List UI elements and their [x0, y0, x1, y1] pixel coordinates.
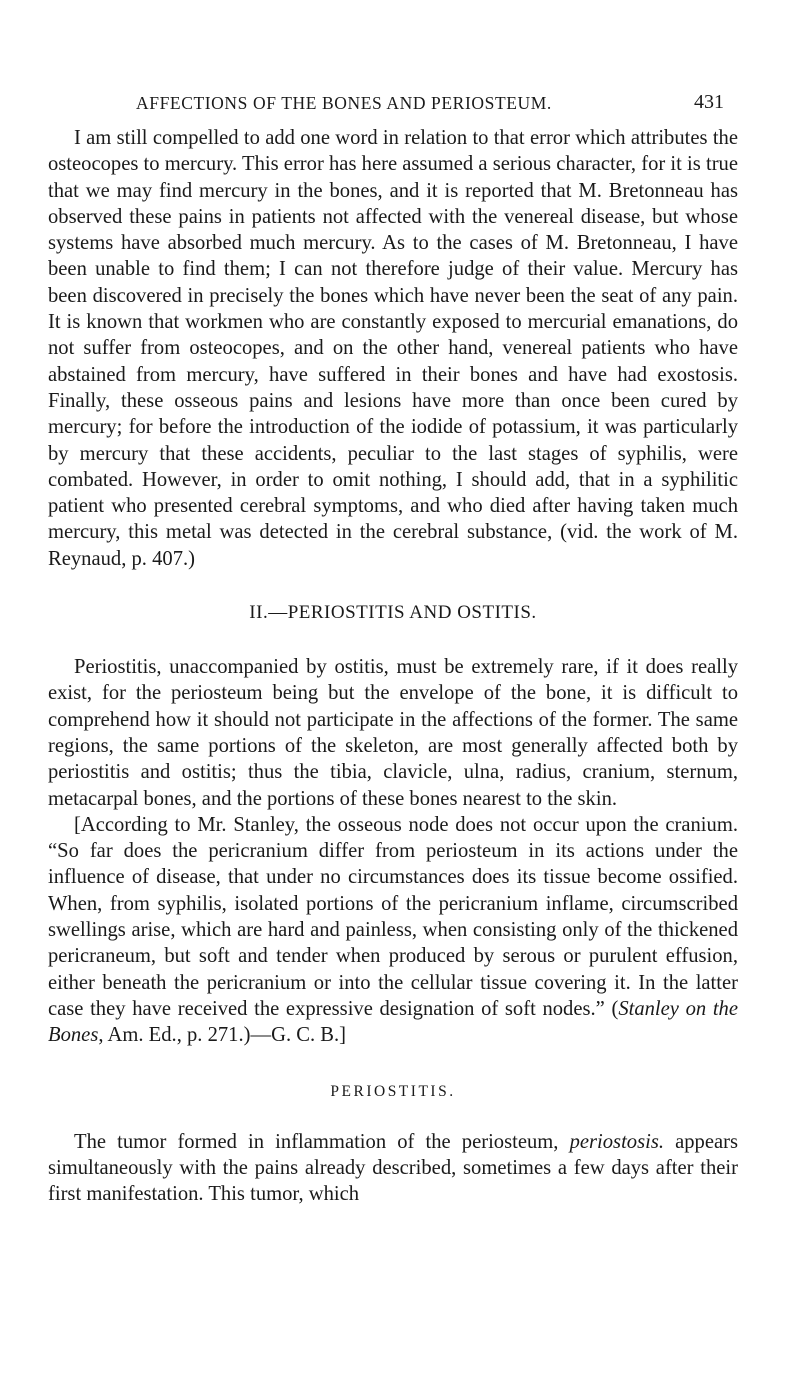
stanley-note-text: [According to Mr. Stanley, the osseous node does not occur upon the cranium. “So far does the pericranium differ from periosteum in its actions under the influence of disease, that under no circumstances does its tissue become ossified. When, from syphilis, isolated portions of the pericranium inflame, circumscribed swellings arise, which are hard and painless, when consisting only of the thickened pericraneum, but soft and tender when produced by serous or purulent effusion, either beneath the pericranium or into the cellular tissue covering it. In the latter case they have received the expressive designation of soft nodes.” ( [48, 813, 738, 1020]
running-title: AFFECTIONS OF THE BONES AND PERIOSTEUM. [136, 93, 552, 113]
paragraph-mercury-error: I am still compelled to add one word in relation to that error which attributes the osteocopes to mercury. This error has here assumed a serious character, for it is true that we may find mercury in the bones, and it is reported that M. Bretonneau has observed these pains in patients not affected with the venereal disease, but whose systems have absorbed much mercury. As to the cases of M. Bretonneau, I have been unable to find them; I can not therefore judge of their value. Mercury has been discovered in precisely the bones which have never been the seat of any pain. It is known that workmen who are constantly exposed to mercurial emanations, do not suffer from osteocopes, and on the other hand, venereal patients who have abstained from mercury, have suffered in their bones and have had exostosis. Finally, these osseous pains and lesions have more than once been cured by mercury; for before the introduction of the iodide of potassium, it was particularly by mercury that these accidents, peculiar to the last stages of syphilis, were combated. However, in order to omit nothing, I should add, that in a syphilitic patient who presented cerebral symptoms, and who died after having taken much mercury, this metal was detected in the cerebral substance, (vid. the work of M. Reynaud, p. 407.) [48, 127, 738, 570]
page-number: 431 [694, 91, 724, 113]
periostosis-term: periostosis. [569, 1130, 664, 1153]
periostosis-rest: appears simultaneously with the pains already described, sometimes a few days after their first manifestation. This tumor, which [48, 1130, 738, 1206]
paragraph-stanley-note [48, 812, 738, 1049]
stanley-note-tail: , Am. Ed., p. 271.)—G. C. B.] [98, 1024, 347, 1047]
running-header [48, 93, 738, 121]
book-page [48, 0, 738, 1207]
subheading-periostitis: PERIOSTITIS. [330, 1082, 456, 1100]
paragraph-periostosis [48, 1129, 738, 1208]
section-heading: II.—PERIOSTITIS AND OSTITIS. [249, 602, 537, 624]
paragraph-periostitis-ostitis: Periostitis, unaccompanied by ostitis, must be extremely rare, if it does really exist, for the periosteum being but the envelope of the bone, it is difficult to comprehend how it should not participate in the affections of the former. The same regions, the same portions of the skeleton, are most generally affected both by periostitis and ostitis; thus the tibia, clavicle, ulna, radius, cranium, sternum, metacarpal bones, and the portions of these bones nearest to the skin. [48, 656, 738, 810]
stanley-citation: Stanley on the Bones [48, 997, 738, 1047]
periostosis-start: The tumor formed in inflammation of the periosteum, [74, 1130, 570, 1153]
